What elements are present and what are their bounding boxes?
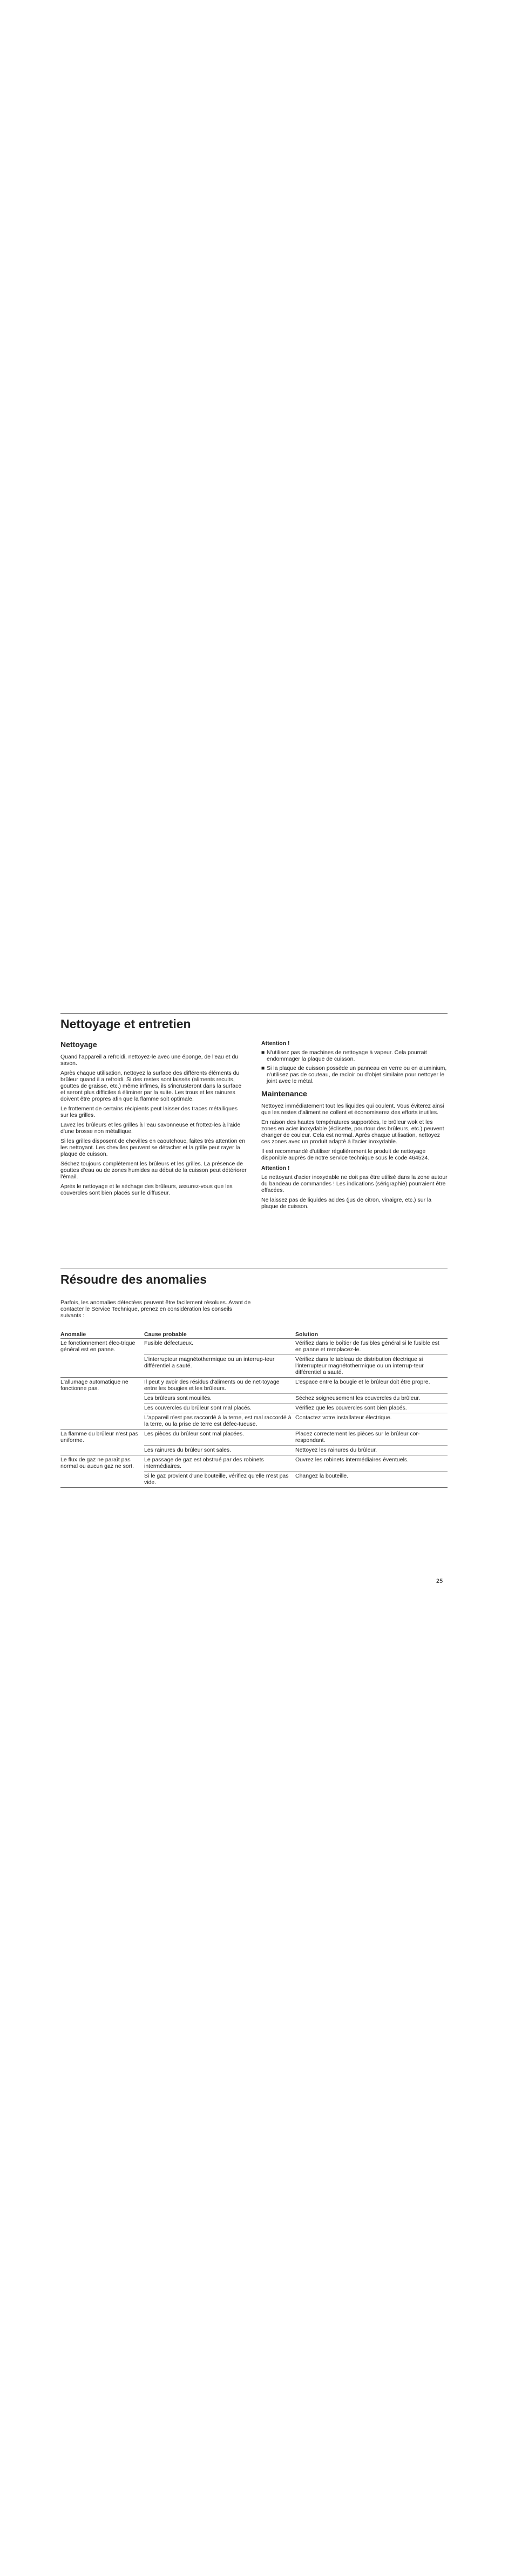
- solution-cell: Vérifiez que les couvercles sont bien placés.: [295, 1404, 448, 1413]
- anomaly-cell: L'allumage automatique ne fonctionne pas.: [60, 1378, 144, 1429]
- cause-cell: Si le gaz provient d'une bouteille, vérifiez qu'elle n'est pas vide.: [144, 1472, 295, 1488]
- solution-cell: Séchez soigneusement les couvercles du brûleur.: [295, 1394, 448, 1404]
- attention-label: Attention !: [261, 1040, 290, 1047]
- maintenance-heading: Maintenance: [261, 1089, 307, 1098]
- attention-list: [261, 1049, 448, 1084]
- maintenance-paragraph: En raison des hautes températures supportées, le brûleur wok et les zones en acier inoxydable (éclisette, pourtour des brûleurs, etc.) peuvent changer de couleur. Cela est normal. Après chaque utilisation, nettoyez ces zones avec un produit adapté à l'acier inoxydable.: [261, 1119, 444, 1145]
- troubleshooting-table: [60, 1331, 448, 1488]
- cleaning-heading: Nettoyage: [60, 1040, 97, 1049]
- attention-item: ■ N'utilisez pas de machines de nettoyage à vapeur. Cela pourrait endommager la plaque de cuisson.: [261, 1049, 427, 1062]
- attention-paragraph: Le nettoyant d'acier inoxydable ne doit pas être utilisé dans la zone autour du bandeau de commandes ! Les indications (sérigraphie) pourraient être effacées.: [261, 1174, 448, 1193]
- cause-cell: Les brûleurs sont mouillés.: [144, 1394, 295, 1404]
- anomaly-cell: La flamme du brûleur n'est pas uniforme.: [60, 1429, 144, 1455]
- cause-cell: L'appareil n'est pas raccordé à la terne, est mal raccordé à la terre, ou la prise de terre est défec-tueuse.: [144, 1413, 295, 1429]
- solution-cell: Contactez votre installateur électrique.: [295, 1413, 448, 1429]
- troubleshooting-intro: Parfois, les anomalies détectées peuvent être facilement résolues. Avant de contacter le Service Technique, prenez en considération les conseils suivants :: [60, 1299, 251, 1319]
- table-row: [60, 1455, 448, 1472]
- cleaning-paragraph: Après le nettoyage et le séchage des brûleurs, assurez-vous que les couvercles sont bien placés sur le diffuseur.: [60, 1183, 233, 1196]
- cause-cell: Les couvercles du brûleur sont mal placés.: [144, 1404, 295, 1413]
- cause-cell: L'interrupteur magnétothermique ou un interrup-teur différentiel a sauté.: [144, 1355, 295, 1378]
- table-row: [60, 1339, 448, 1355]
- solution-cell: Nettoyez les rainures du brûleur.: [295, 1446, 448, 1455]
- bullet-icon: ■: [261, 1049, 265, 1056]
- cleaning-paragraph: Le frottement de certains récipients peut laisser des traces métalliques sur les grilles.: [60, 1105, 238, 1118]
- solution-cell: Placez correctement les pièces sur le brûleur cor-respondant.: [295, 1429, 448, 1446]
- table-row: [60, 1378, 448, 1394]
- header-cause: Cause probable: [144, 1331, 295, 1339]
- solution-cell: Ouvrez les robinets intermédiaires éventuels.: [295, 1455, 448, 1472]
- table-header-row: [60, 1331, 448, 1339]
- solution-cell: L'espace entre la bougie et le brûleur doit être propre.: [295, 1378, 448, 1394]
- cause-cell: Le passage de gaz est obstrué par des robinets intermédiaires.: [144, 1455, 295, 1472]
- section-title-troubleshooting: Résoudre des anomalies: [60, 1272, 207, 1286]
- cleaning-column: [60, 1040, 247, 1199]
- attention-label: Attention !: [261, 1165, 290, 1171]
- cleaning-paragraph: Si les grilles disposent de chevilles en caoutchouc, faites très attention en les nettoyant. Les chevilles peuvent se détacher et la grille peut rayer la plaque de cuisson.: [60, 1138, 246, 1157]
- header-solution: Solution: [295, 1331, 448, 1339]
- cleaning-paragraph: Lavez les brûleurs et les grilles à l'eau savonneuse et frottez-les à l'aide d'une brosse non métallique.: [60, 1122, 241, 1135]
- cleaning-paragraph: Quand l'appareil a refroidi, nettoyez-le avec une éponge, de l'eau et du savon.: [60, 1054, 239, 1067]
- attention-paragraph: Ne laissez pas de liquides acides (jus de citron, vinaigre, etc.) sur la plaque de cuisson.: [261, 1197, 432, 1210]
- solution-cell: Vérifiez dans le boîtier de fusibles général si le fusible est en panne et remplacez-le.: [295, 1339, 448, 1355]
- cleaning-paragraph: Séchez toujours complètement les brûleurs et les grilles. La présence de gouttes d'eau ou de zones humides au début de la cuisson peut détériorer l'émail.: [60, 1161, 247, 1180]
- anomaly-cell: Le flux de gaz ne paraît pas normal ou aucun gaz ne sort.: [60, 1455, 144, 1488]
- attention-item: ■ Si la plaque de cuisson possède un panneau en verre ou en aluminium, n'utilisez pas de couteau, de racloir ou d'objet similaire pour nettoyer le joint avec le métal.: [261, 1065, 447, 1084]
- cause-cell: Il peut y avoir des résidus d'aliments ou de net-toyage entre les bougies et les brûleurs.: [144, 1378, 295, 1394]
- maintenance-column: [261, 1040, 448, 1213]
- cause-cell: Les pièces du brûleur sont mal placées.: [144, 1429, 295, 1446]
- solution-cell: Vérifiez dans le tableau de distribution électrique si l'interrupteur magnétothermique ou un interrup-teur différentiel a sauté.: [295, 1355, 448, 1378]
- section-title-cleaning: Nettoyage et entretien: [60, 1017, 191, 1031]
- page-number: 25: [436, 1578, 443, 1584]
- solution-cell: Changez la bouteille.: [295, 1472, 448, 1488]
- section-divider: [60, 1013, 448, 1014]
- maintenance-paragraph: Il est recommandé d'utiliser régulièrement le produit de nettoyage disponible auprès de notre service technique sous le code 464524.: [261, 1148, 430, 1161]
- header-anomaly: Anomalie: [60, 1331, 144, 1339]
- bullet-icon: ■: [261, 1065, 265, 1071]
- cleaning-paragraph: Après chaque utilisation, nettoyez la surface des différents éléments du brûleur quand il a refroidi. Si des restes sont laissés (aliments recuits, gouttes de graisse, etc.) même infimes, ils s'incrusteront dans la surface et seront plus difficiles à éliminer par la suite. Les trous et les rainures doivent être propres afin que la flamme soit optimale.: [60, 1070, 242, 1102]
- anomaly-cell: Le fonctionnement élec-trique général est en panne.: [60, 1339, 144, 1378]
- cause-cell: Fusible défectueux.: [144, 1339, 295, 1355]
- cause-cell: Les rainures du brûleur sont sales.: [144, 1446, 295, 1455]
- table-row: [60, 1429, 448, 1446]
- maintenance-paragraph: Nettoyez immédiatement tout les liquides qui coulent. Vous éviterez ainsi que les restes d'aliment ne collent et économiserez des efforts inutiles.: [261, 1103, 444, 1116]
